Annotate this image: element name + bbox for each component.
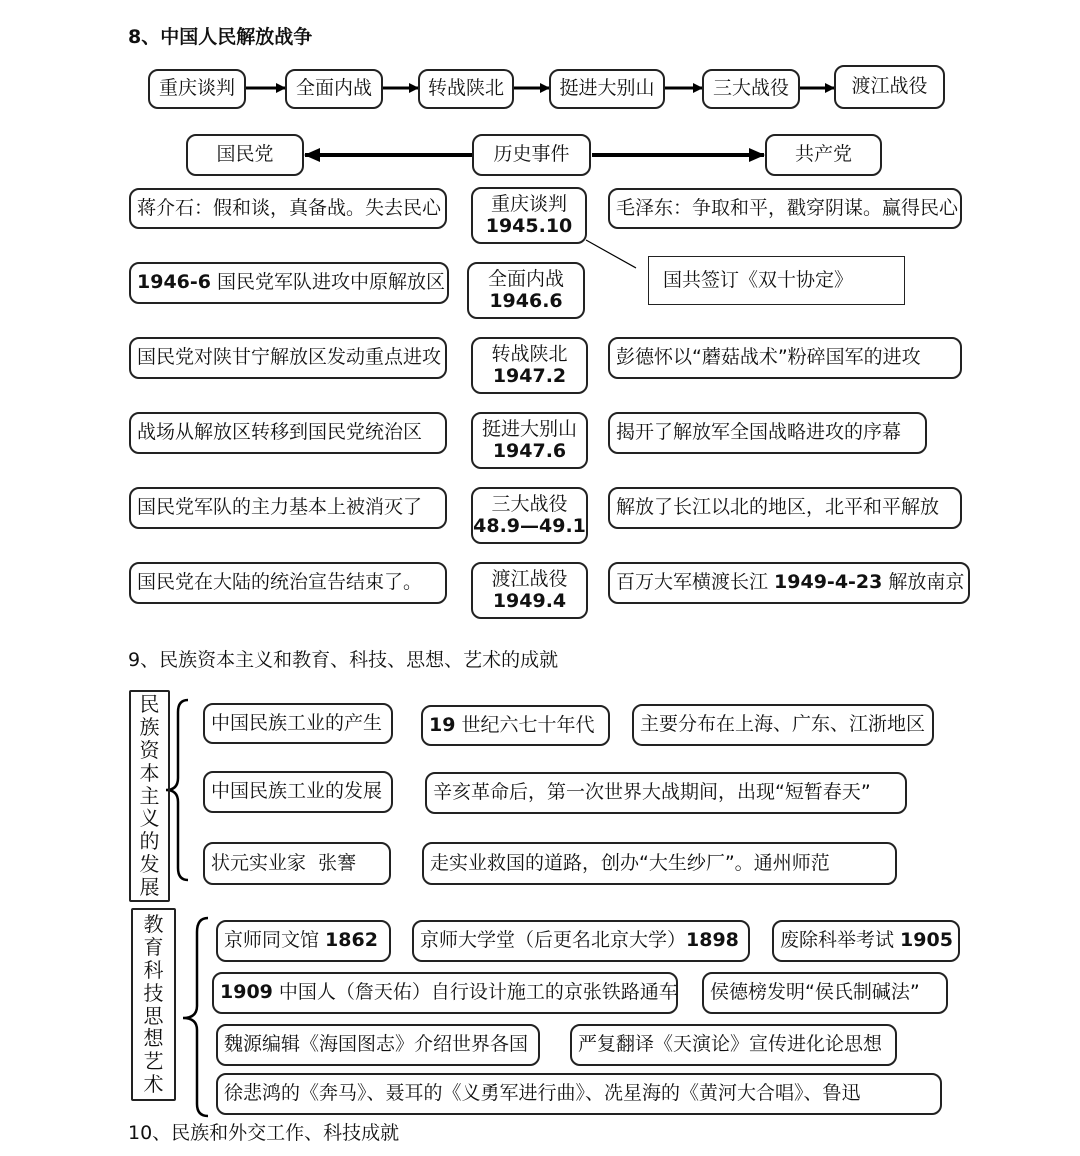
callout-line (586, 240, 636, 268)
event-name: 渡江战役 (491, 567, 568, 590)
event-date: 1946.6 (489, 289, 563, 312)
g2-text: 京师同文馆 (224, 929, 326, 952)
group1-label-char: 族 (139, 715, 160, 740)
row6-right-pre: 百万大军横渡长江 (616, 571, 775, 594)
flow-box-4: 挺进大别山 (549, 69, 665, 109)
g2-r4: 徐悲鸿的《奔马》、聂耳的《义勇军进行曲》、冼星海的《黄河大合唱》、鲁迅 (216, 1073, 942, 1115)
event-date: 1949.4 (492, 589, 567, 612)
group1-label-char: 发 (139, 851, 160, 876)
row1-right: 毛泽东：争取和平，戳穿阴谋。赢得民心 (608, 188, 962, 229)
g1-r2-b: 辛亥革命后，第一次世界大战期间，出现“短暂春天” (425, 772, 907, 814)
event-date: 1945.10 (485, 214, 573, 237)
g2-r2-a (212, 972, 678, 1014)
group1-label (129, 690, 170, 902)
g2-r1-a (216, 920, 391, 962)
group1-label-char: 的 (139, 829, 160, 854)
section10-heading (128, 1118, 399, 1145)
row2-event (467, 262, 585, 319)
g1-r1-b-num: 19 (429, 713, 456, 736)
row3-right: 彭德怀以“蘑菇战术”粉碎国军的进攻 (608, 337, 962, 379)
row2-left-year: 1946-6 (137, 271, 211, 294)
row1-event (471, 187, 587, 244)
group2-label-char: 思 (143, 1003, 164, 1028)
row6-right-post: 解放南京 (882, 571, 965, 594)
group2-label (131, 908, 176, 1101)
group2-label-char: 技 (143, 980, 164, 1005)
row3-event (471, 337, 588, 394)
g1-r3-a (203, 842, 391, 885)
g1-r1-b-text: 世纪六七十年代 (455, 713, 595, 736)
g1-r1-a: 中国民族工业的产生 (203, 703, 393, 744)
row1-left: 蒋介石：假和谈，真备战。失去民心 (129, 188, 447, 229)
group2-label-char: 艺 (143, 1049, 164, 1074)
group1-label-char: 资 (139, 738, 160, 762)
row6-event (471, 562, 588, 619)
group1-label-char: 民 (139, 692, 160, 717)
g2-r3-a: 魏源编辑《海国图志》介绍世界各国 (216, 1024, 540, 1066)
row6-right-date: 1949-4-23 (774, 571, 883, 594)
section8-heading-text: 8、中国人民解放战争 (128, 26, 313, 48)
group1-label-char: 义 (139, 806, 160, 831)
section9-heading (128, 645, 558, 672)
group1-label-char: 主 (139, 783, 160, 808)
flow-box-1: 重庆谈判 (148, 69, 246, 109)
flow-box-3: 转战陕北 (418, 69, 514, 109)
row5-right: 解放了长江以北的地区，北平和平解放 (608, 487, 962, 529)
g2-text: 废除科举考试 (780, 929, 901, 952)
g2-r1-b (412, 920, 750, 962)
flow-box-5: 三大战役 (702, 69, 800, 109)
group2-label-char: 想 (143, 1026, 164, 1051)
row3-left: 国民党对陕甘宁解放区发动重点进攻 (129, 337, 447, 379)
row6-left: 国民党在大陆的统治宣告结束了。 (129, 562, 447, 604)
row4-right: 揭开了解放军全国战略进攻的序幕 (608, 412, 927, 454)
event-name: 三大战役 (491, 492, 568, 515)
header-kmt: 国民党 (186, 134, 304, 176)
g1-r1-b (421, 705, 610, 746)
row5-event (471, 487, 588, 544)
g2-text: 中国人（詹天佑）自行设计施工的京张铁路通车 (272, 981, 678, 1004)
callout-box: 国共签订《双十协定》 (648, 256, 905, 305)
event-name: 挺进大别山 (481, 417, 577, 440)
group2-label-char: 育 (143, 935, 164, 960)
g2-year: 1905 (900, 929, 953, 952)
event-name: 重庆谈判 (490, 192, 567, 215)
section10-heading-text: 10、民族和外交工作、科技成就 (128, 1122, 400, 1144)
g2-year: 1898 (686, 929, 739, 952)
g2-text: 京师大学堂（后更名北京大学） (420, 929, 687, 952)
event-date: 48.9—49.1 (473, 514, 586, 537)
g2-r3-b: 严复翻译《天演论》宣传进化论思想 (570, 1024, 897, 1066)
event-name: 全面内战 (487, 267, 564, 290)
group1-label-char: 展 (139, 874, 160, 899)
flow-box-6: 渡江战役 (834, 65, 945, 109)
section9-heading-text: 9、民族资本主义和教育、科技、思想、艺术的成就 (128, 649, 559, 671)
event-date: 1947.2 (492, 364, 567, 387)
g1-r1-c: 主要分布在上海、广东、江浙地区 (632, 704, 934, 746)
g2-r2-b: 侯德榜发明“侯氏制碱法” (702, 972, 948, 1014)
g2-year: 1909 (220, 981, 273, 1004)
event-name: 转战陕北 (491, 342, 568, 365)
g2-r1-c (772, 920, 960, 962)
row6-right (608, 562, 970, 604)
g1-r3-a-text: 状元实业家 张謇 (211, 851, 357, 874)
group2-label-char: 科 (143, 957, 164, 982)
brace-group2 (183, 918, 208, 1116)
group1-label-char: 本 (139, 760, 160, 785)
row4-left: 战场从解放区转移到国民党统治区 (129, 412, 447, 454)
header-event: 历史事件 (472, 134, 591, 176)
row2-left (129, 262, 449, 304)
g1-r3-b: 走实业救国的道路，创办“大生纱厂”。通州师范 (422, 842, 897, 885)
group2-label-char: 教 (143, 912, 164, 937)
row5-left: 国民党军队的主力基本上被消灭了 (129, 487, 447, 529)
row2-left-text: 国民党军队进攻中原解放区 (211, 271, 446, 294)
g1-r2-a: 中国民族工业的发展 (203, 771, 393, 813)
flow-box-2: 全面内战 (285, 69, 383, 109)
event-date: 1947.6 (492, 439, 567, 462)
row4-event (471, 412, 588, 469)
header-ccp: 共产党 (765, 134, 882, 176)
g2-year: 1862 (325, 929, 378, 952)
group2-label-char: 术 (143, 1071, 164, 1096)
